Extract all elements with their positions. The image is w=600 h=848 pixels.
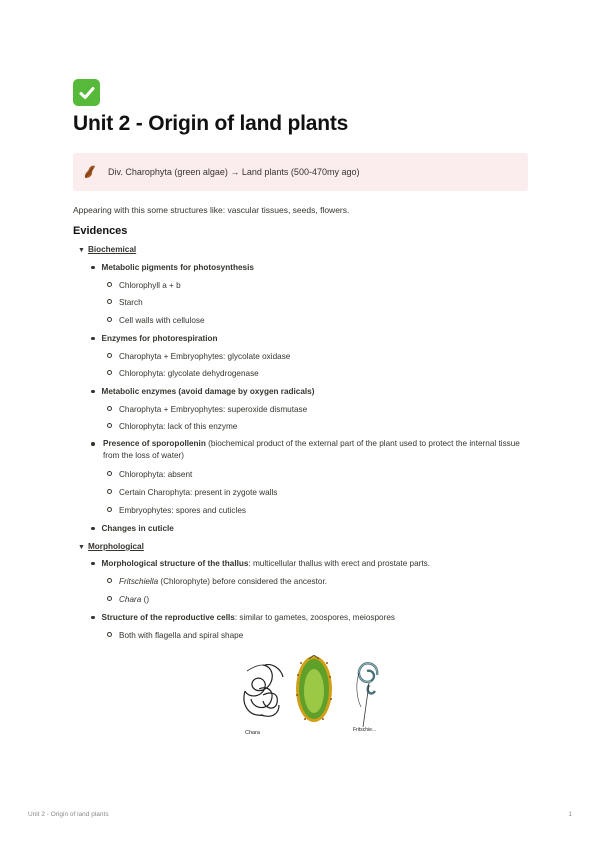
list-item: Cell walls with cellulose (107, 315, 205, 326)
list-item: Chara () (107, 594, 149, 605)
toggle-arrow-icon: ▼ (78, 247, 85, 254)
list-item: Certain Charophyta: present in zygote walls (107, 487, 277, 498)
list-item: Structure of the reproductive cells: similar to gametes, zoospores, meiospores (91, 612, 395, 623)
toggle-label: Biochemical (87, 245, 137, 254)
intro-text: Appearing with this some structures like: vascular tissues, seeds, flowers. (73, 205, 350, 215)
callout-text: Div. Charophyta (green algae) → Land plants (500-470my ago) (108, 167, 360, 177)
list-item: Chlorophyta: lack of this enzyme (107, 421, 237, 432)
list-item: Enzymes for photorespiration (91, 333, 218, 344)
list-item: Morphological structure of the thallus: multicellular thallus with erect and prostate parts. (91, 558, 430, 569)
figure-caption-fritschiella: Fritschie... (353, 727, 377, 733)
list-item: Embryophytes: spores and cuticles (107, 505, 246, 516)
page-number: 1 (568, 811, 572, 818)
list-item: Chlorophyta: glycolate dehydrogenase (107, 368, 259, 379)
footer-title: Unit 2 - Origin of land plants (28, 811, 109, 818)
page-title: Unit 2 - Origin of land plants (73, 112, 349, 135)
list-item: Both with flagella and spiral shape (107, 630, 243, 641)
list-item: Metabolic pigments for photosynthesis (91, 262, 254, 273)
list-item: Chlorophyta: absent (107, 469, 192, 480)
list-item: Chlorophyll a + b (107, 280, 181, 291)
seaweed-icon (82, 164, 98, 180)
list-item: Fritschiella (Chlorophyte) before considered the ancestor. (107, 576, 327, 587)
list-item: Changes in cuticle (91, 523, 174, 534)
toggle-biochemical[interactable] (78, 244, 136, 256)
list-item: Metabolic enzymes (avoid damage by oxygen radicals) (91, 386, 314, 397)
list-item: Charophyta + Embryophytes: superoxide dismutase (107, 404, 307, 415)
list-item: Starch (107, 297, 143, 308)
evidences-heading: Evidences (73, 225, 128, 237)
callout (73, 153, 528, 191)
toggle-arrow-icon: ▼ (78, 544, 85, 551)
reproductive-cells-figure (235, 655, 393, 737)
list-item: Presence of sporopollenin (biochemical product of the external part of the plant used to protect the internal tissue from the loss of water) (91, 438, 531, 462)
toggle-label: Morphological (87, 542, 144, 551)
figure-caption-chara: Chara (245, 730, 260, 736)
check-mark-icon (73, 79, 100, 106)
toggle-morphological[interactable] (78, 541, 144, 553)
list-item: Charophyta + Embryophytes: glycolate oxidase (107, 351, 290, 362)
